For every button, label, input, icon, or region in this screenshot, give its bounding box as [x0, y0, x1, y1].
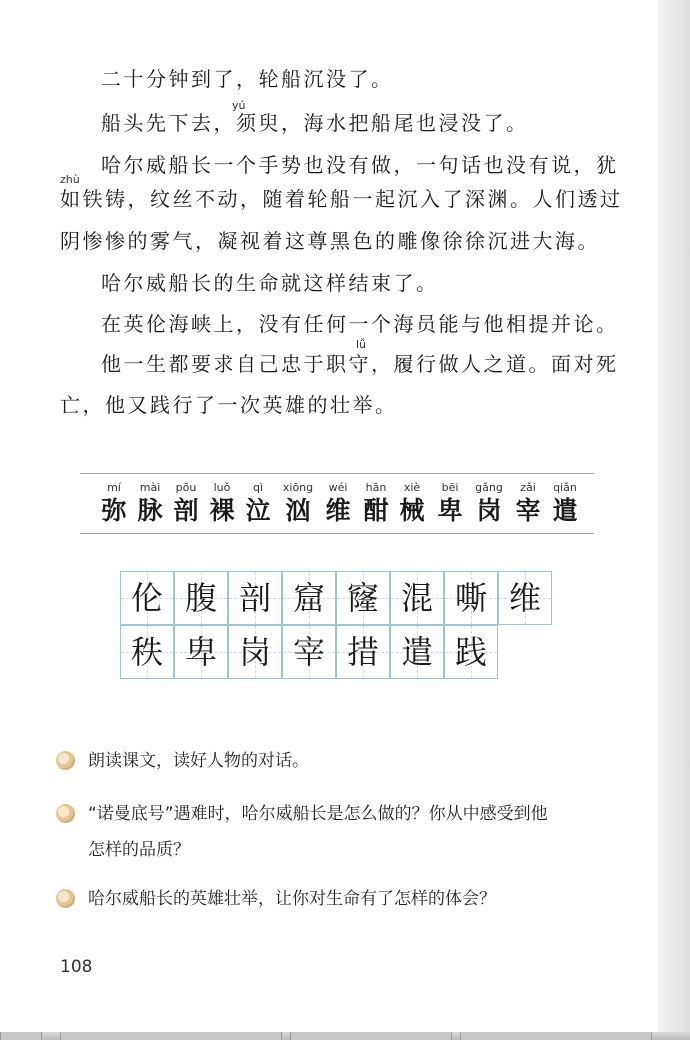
vocab-item: luǒ 裸 — [209, 481, 235, 525]
bottom-tab — [0, 1032, 42, 1040]
bottom-tab — [290, 1032, 452, 1040]
vocab-item: mí 弥 — [101, 481, 127, 525]
passage-line: 哈尔威船长一个手势也没有做，一句话也没有说，犹 — [101, 153, 619, 177]
grid-cell: 窿 — [336, 571, 390, 625]
grid-cell: 秩 — [120, 625, 174, 679]
page-edge-shadow — [658, 0, 690, 1040]
grid-cell: 嘶 — [444, 571, 498, 625]
grid-cell: 卑 — [174, 625, 228, 679]
passage-line: 二十分钟到了，轮船沉没了。 — [101, 67, 394, 91]
vocab-item: pōu 剖 — [173, 481, 199, 525]
vocab-item: qiǎn 遣 — [552, 481, 578, 525]
bottom-tab — [60, 1032, 282, 1040]
grid-cell: 剖 — [228, 571, 282, 625]
vocab-item: xiōng 汹 — [282, 481, 314, 525]
passage-line: 在英伦海峡上，没有任何一个海员能与他相提并论。 — [101, 312, 619, 336]
vocab-item: hān 酣 — [363, 481, 389, 525]
grid-cell: 措 — [336, 625, 390, 679]
page-number: 108 — [60, 957, 93, 977]
question-2-line-2: 怎样的品质？ — [88, 840, 190, 860]
passage-line: 哈尔威船长的生命就这样结束了。 — [101, 271, 439, 295]
question-2-line-1: “诺曼底号”遇难时，哈尔威船长是怎么做的？你从中感受到他 — [88, 804, 548, 824]
vocab-top-rule — [80, 473, 594, 474]
grid-cell: 维 — [498, 571, 552, 625]
vocab-bottom-rule — [80, 533, 594, 534]
passage-line: 船头先下去，须臾，海水把船尾也浸没了。 — [101, 111, 529, 135]
question-bullet-icon — [56, 804, 75, 823]
vocab-item: qì 泣 — [245, 481, 271, 525]
question-bullet-icon — [56, 889, 75, 908]
grid-cell: 践 — [444, 625, 498, 679]
pinyin-annotation: lǚ — [356, 338, 367, 351]
passage-line: 如铁铸，纹丝不动，随着轮船一起沉入了深渊。人们透过 — [60, 187, 623, 211]
grid-cell: 遣 — [390, 625, 444, 679]
vocab-item: gǎng 岗 — [475, 481, 503, 525]
grid-cell: 腹 — [174, 571, 228, 625]
bottom-tab — [460, 1032, 652, 1040]
vocab-item: mài 脉 — [137, 481, 163, 525]
passage-line: 他一生都要求自己忠于职守，履行做人之道。面对死 — [101, 352, 619, 376]
pinyin-annotation: zhù — [60, 173, 80, 186]
question-3: 哈尔威船长的英雄壮举，让你对生命有了怎样的体会？ — [88, 889, 496, 909]
pinyin-annotation: yú — [232, 99, 246, 112]
passage-line: 亡，他又践行了一次英雄的壮举。 — [60, 393, 398, 417]
grid-cell: 伦 — [120, 571, 174, 625]
grid-cell: 窟 — [282, 571, 336, 625]
vocab-item: wéi 维 — [325, 481, 351, 525]
grid-cell: 岗 — [228, 625, 282, 679]
passage-line: 阴惨惨的雾气，凝视着这尊黑色的雕像徐徐沉进大海。 — [60, 229, 600, 253]
grid-cell: 宰 — [282, 625, 336, 679]
vocab-item: bēi 卑 — [437, 481, 463, 525]
vocab-item: xiè 械 — [399, 481, 425, 525]
vocab-item: zǎi 宰 — [515, 481, 541, 525]
question-1: 朗读课文，读好人物的对话。 — [88, 751, 309, 771]
question-bullet-icon — [56, 751, 75, 770]
grid-cell: 混 — [390, 571, 444, 625]
